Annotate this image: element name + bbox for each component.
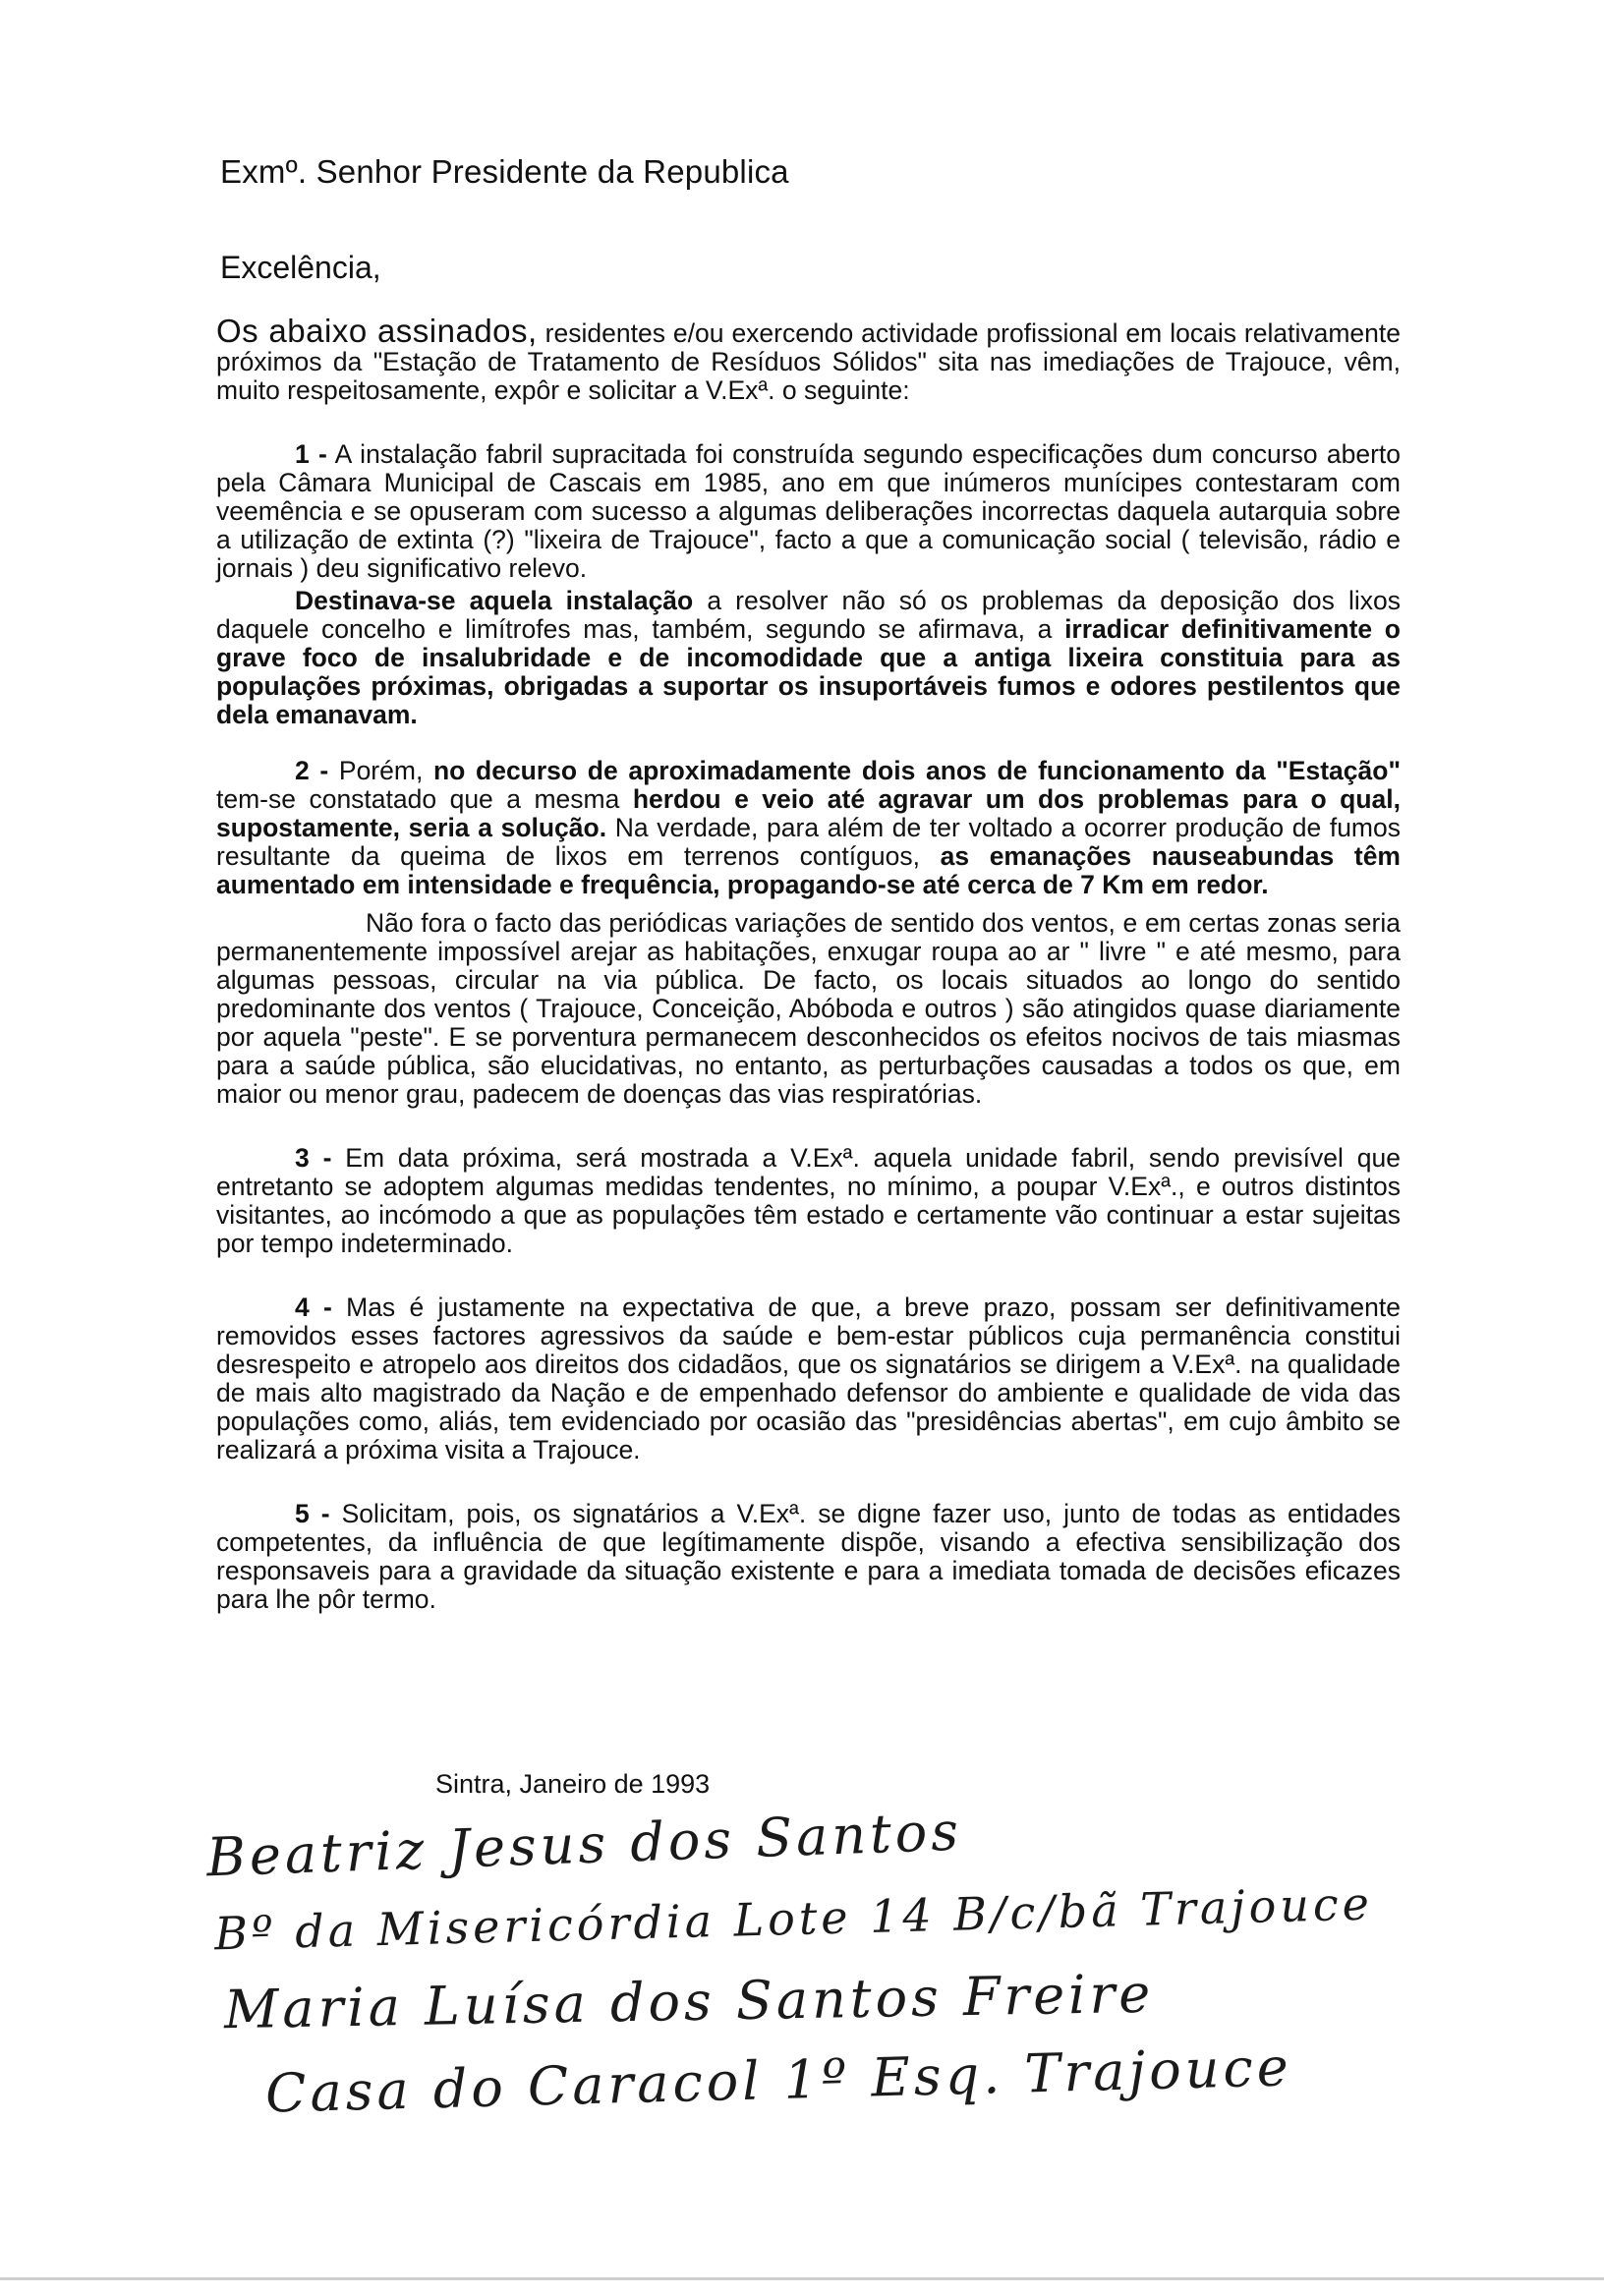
handwritten-address-2: Casa do Caracol 1º Esq. Trajouce bbox=[264, 2036, 1293, 2125]
handwritten-signature-1: Beatriz Jesus dos Santos bbox=[205, 1800, 963, 1889]
paragraph-2 bbox=[216, 757, 1401, 899]
handwritten-signature-2: Maria Luísa dos Santos Freire bbox=[223, 1962, 1155, 2041]
paragraph-1-number: 1 - bbox=[295, 439, 327, 469]
paragraph-2-bold-1: no decurso de aproximadamente dois anos de funcionamento da "Estação" bbox=[432, 756, 1402, 785]
paragraph-1b-bold-1: Destinava-se aquela instalação bbox=[295, 586, 694, 615]
paragraph-1b-text-1: a resolver não só os problemas da deposição dos lixos daquele concelho e limítrofes mas, também, segundo se afirmava, a bbox=[216, 586, 1401, 644]
paragraph-5 bbox=[216, 1500, 1401, 1614]
handwritten-signatures bbox=[197, 1800, 1376, 2138]
paragraph-4-text: Mas é justamente na expectativa de que, a breve prazo, possam ser definitivamente removidos esses factores agressivos da saúde e bem-estar públicos cuja permanência constitui desrespeito e atropelo aos direitos dos cidadãos, que os signatários se dirigem a V.Exª. na qualidade de mais alto magistrado da Nação e de empenhado defensor do ambiente e qualidade de vida das populações como, aliás, tem evidenciado por ocasião das "presidências abertas", em cujo âmbito se realizará a próxima visita a Trajouce. bbox=[216, 1292, 1401, 1464]
paragraph-5-number: 5 - bbox=[295, 1499, 330, 1528]
paragraph-1-text: A instalação fabril supracitada foi construída segundo especificações dum concurso aberto pela Câmara Municipal de Cascais em 1985, ano em que inúmeros munícipes contestaram com veemência e se opuseram com sucesso a algumas deliberações incorrectas daquela autarquia sobre a utilização de extinta (?) "lixeira de Trajouce", facto a que a comunicação social ( televisão, rádio e jornais ) deu significativo relevo. bbox=[216, 439, 1401, 583]
paragraph-3-text: Em data próxima, será mostrada a V.Exª. aquela unidade fabril, sendo previsível que entretanto se adoptem algumas medidas tendentes, no mínimo, a poupar V.Exª., e outros distintos visitantes, ao incómodo a que as populações têm estado e certamente vão continuar a estar sujeitas por tempo indeterminado. bbox=[216, 1143, 1401, 1258]
intro-lead: Os abaixo assinados, bbox=[216, 313, 538, 349]
scan-edge-line bbox=[0, 2277, 1604, 2280]
handwritten-address-1: Bº da Misericórdia Lote 14 B/c/bã Trajouce bbox=[213, 1876, 1374, 1961]
paragraph-3-number: 3 - bbox=[295, 1143, 332, 1173]
paragraph-1b-bold-2: irradicar definitivamente o grave foco de insalubridade e de incomodidade que a antiga lixeira constituia para as populações próximas, obrigadas a suportar os insuportáveis fumos e odores pestilentos que dela emanavam. bbox=[216, 614, 1401, 729]
paragraph-2b: Não fora o facto das periódicas variações de sentido dos ventos, e em certas zonas seria permanentemente impossível arejar as habitações, enxugar roupa ao ar " livre " e até mesmo, para algumas pessoas, circular na via pública. De facto, os locais situados ao longo do sentido predominante dos ventos ( Trajouce, Conceição, Abóboda e outros ) são atingidos quase diariamente por aquela "peste". E se porventura permanecem desconhecidos os efeitos nocivos de tais miasmas para a saúde pública, são elucidativas, no entanto, as perturbações causadas a todos os que, em maior ou menor grau, padecem de doenças das vias respiratórias. bbox=[216, 908, 1401, 1109]
paragraph-2-text-2: tem-se constatado que a mesma bbox=[216, 784, 633, 814]
paragraph-1b bbox=[216, 587, 1401, 729]
paragraph-3 bbox=[216, 1144, 1401, 1258]
paragraph-4-number: 4 - bbox=[295, 1292, 332, 1322]
greeting: Excelência, bbox=[220, 250, 381, 285]
paragraph-2-bold-2: herdou e veio até agravar um dos problemas para o qual, supostamente, seria a solução. bbox=[216, 784, 1401, 842]
paragraph-2-number: 2 - bbox=[295, 756, 329, 785]
intro-text: residentes e/ou exercendo actividade profissional em locais relativamente próximos da "Estação de Tratamento de Resíduos Sólidos" sita nas imediações de Trajouce, vêm, muito respeitosamente, expôr e solicitar a V.Exª. o seguinte: bbox=[216, 318, 1401, 405]
paragraph-5-text: Solicitam, pois, os signatários a V.Exª. se digne fazer uso, junto de todas as entidades competentes, da influência de que legítimamente dispõe, visando a efectiva sensibilização dos responsaveis para a gravidade da situação existente e para a imediata tomada de decisões eficazes para lhe pôr termo. bbox=[216, 1499, 1401, 1614]
paragraph-2-text-3: Na verdade, para além de ter voltado a ocorrer produção de fumos resultante da queima de lixos em terrenos contíguos, bbox=[216, 813, 1401, 871]
dateline: Sintra, Janeiro de 1993 bbox=[435, 1769, 711, 1799]
salutation: Exmº. Senhor Presidente da Republica bbox=[220, 153, 789, 190]
paragraph-2-bold-3: as emanações nauseabundas têm aumentado em intensidade e frequência, propagando-se até cerca de 7 Km em redor. bbox=[216, 841, 1401, 899]
paragraph-4 bbox=[216, 1293, 1401, 1464]
paragraph-2-text-1: Porém, bbox=[328, 756, 433, 785]
intro-paragraph bbox=[216, 313, 1401, 405]
paragraph-1 bbox=[216, 440, 1401, 583]
letter-body bbox=[216, 313, 1402, 1614]
